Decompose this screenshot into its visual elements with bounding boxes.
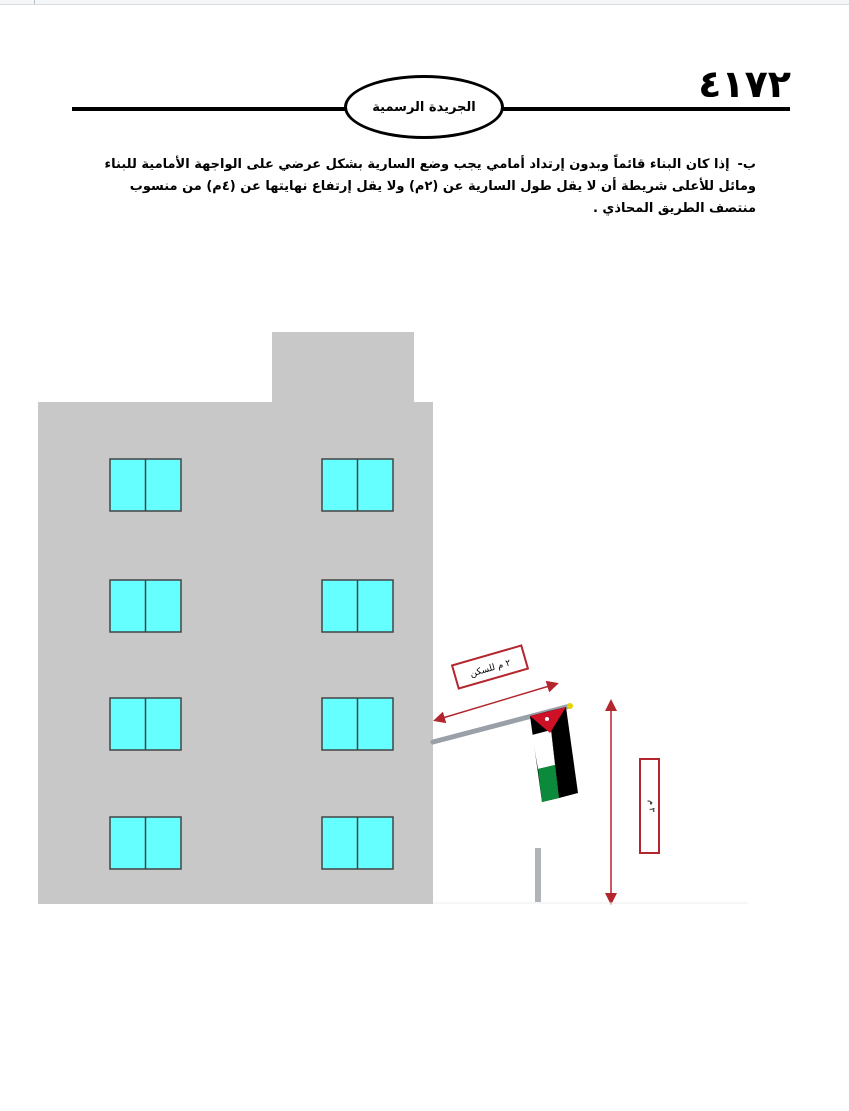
window bbox=[110, 698, 181, 750]
page-number: ٤١٧٢ bbox=[698, 62, 791, 106]
clause-text: إذا كان البناء قائماً وبدون إرتداد أمامي يجب وضع السارية بشكل عرضي على الواجهة الأمامية للبناء ومائل للأعلى شريطة أن لا يقل طول السارية عن (٢م) ولا يقل إرتفاع نهايتها عن (٤م) من منسوب منتصف الطريق المحاذي . bbox=[104, 157, 756, 216]
ground-post bbox=[535, 848, 541, 902]
window bbox=[322, 698, 393, 750]
pole-length-text: ٢ م للسكن bbox=[469, 658, 512, 680]
clause-marker: ب- bbox=[737, 157, 756, 172]
window bbox=[110, 459, 181, 511]
height-label bbox=[640, 759, 659, 853]
window bbox=[322, 580, 393, 632]
window bbox=[322, 817, 393, 869]
window bbox=[110, 817, 181, 869]
pole-length-label bbox=[452, 646, 528, 689]
pole-finial bbox=[567, 703, 573, 709]
window bbox=[322, 459, 393, 511]
building-roof-block bbox=[272, 332, 414, 404]
height-text: ٣ م bbox=[647, 800, 657, 812]
jordan-flag bbox=[530, 707, 578, 802]
window bbox=[110, 580, 181, 632]
gazette-title: الجريدة الرسمية bbox=[372, 99, 476, 115]
